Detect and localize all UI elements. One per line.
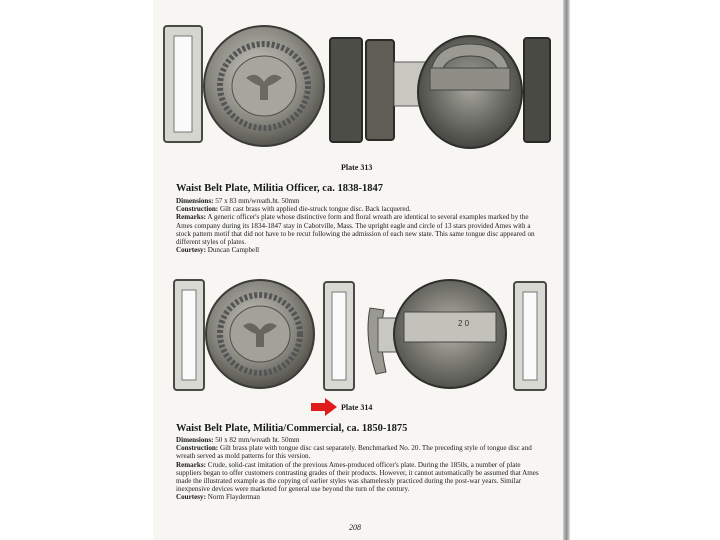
dimensions-label: Dimensions: [176,436,214,444]
remarks-label: Remarks: [176,213,206,222]
dimensions-label: Dimensions: [176,197,214,205]
benchmark-number: 2 0 [458,319,470,328]
construction-value: Gilt brass plate with tongue disc cast separately. Benchmarked No. 20. The preceding style of tongue disc and wreath served as mold patterns for this version. [176,444,532,461]
plate-313-caption: Plate 313 [341,163,373,172]
courtesy-value: Norm Flayderman [207,493,260,502]
remarks-value: A generic officer's plate whose distinctive form and floral wreath are identical to several examples marked by the Ames company during its 1834-1847 stay in Cabotville, Mass. The upright eagle and circle of 13 stars provided Ames with a stock pattern motif that did not have to be recut following the admission of each new state. This same tongue disc appeared on different styles of plates. [176,213,535,247]
dimensions-value: 57 x 83 mm/wreath.ht. 50mm [215,197,300,205]
construction-label: Construction: [176,444,219,453]
plate-314-description [176,436,544,502]
construction-label: Construction: [176,205,219,214]
courtesy-label: Courtesy: [176,493,206,502]
plate-314-photo [172,278,550,396]
plate-313-description [176,197,544,254]
plate-313-title: Waist Belt Plate, Militia Officer, ca. 1838-1847 [176,183,383,194]
red-arrow-icon [311,398,337,416]
page-number: 208 [349,523,361,532]
construction-value: Gilt cast brass with applied die-struck tongue disc. Back lacquered. [219,205,411,214]
courtesy-value: Duncan Campbell [207,246,260,255]
plate-314-caption: Plate 314 [341,403,373,412]
remarks-label: Remarks: [176,460,206,469]
dimensions-value: 50 x 82 mm/wreath ht. 50mm [215,436,300,444]
plate-314-title: Waist Belt Plate, Militia/Commercial, ca. 1850-1875 [176,423,408,434]
right-leather-loop [524,38,550,142]
remarks-value: Crude, solid-cast imitation of the previous Ames-produced officer's plate. During the 1850s, a number of plate suppliers began to offer customers contrasting grades of their products. However, it cannot automatically be assumed that Ames made the illustrated example as the copying of earlier styles was shamelessly practiced during the post-war years. Similar inexpensive devices were marketed for general use beyond the turn of the century. [176,460,539,494]
plate-313-photo [162,22,554,157]
courtesy-label: Courtesy: [176,246,206,255]
book-spine [563,0,570,540]
leather-loop [330,38,362,142]
